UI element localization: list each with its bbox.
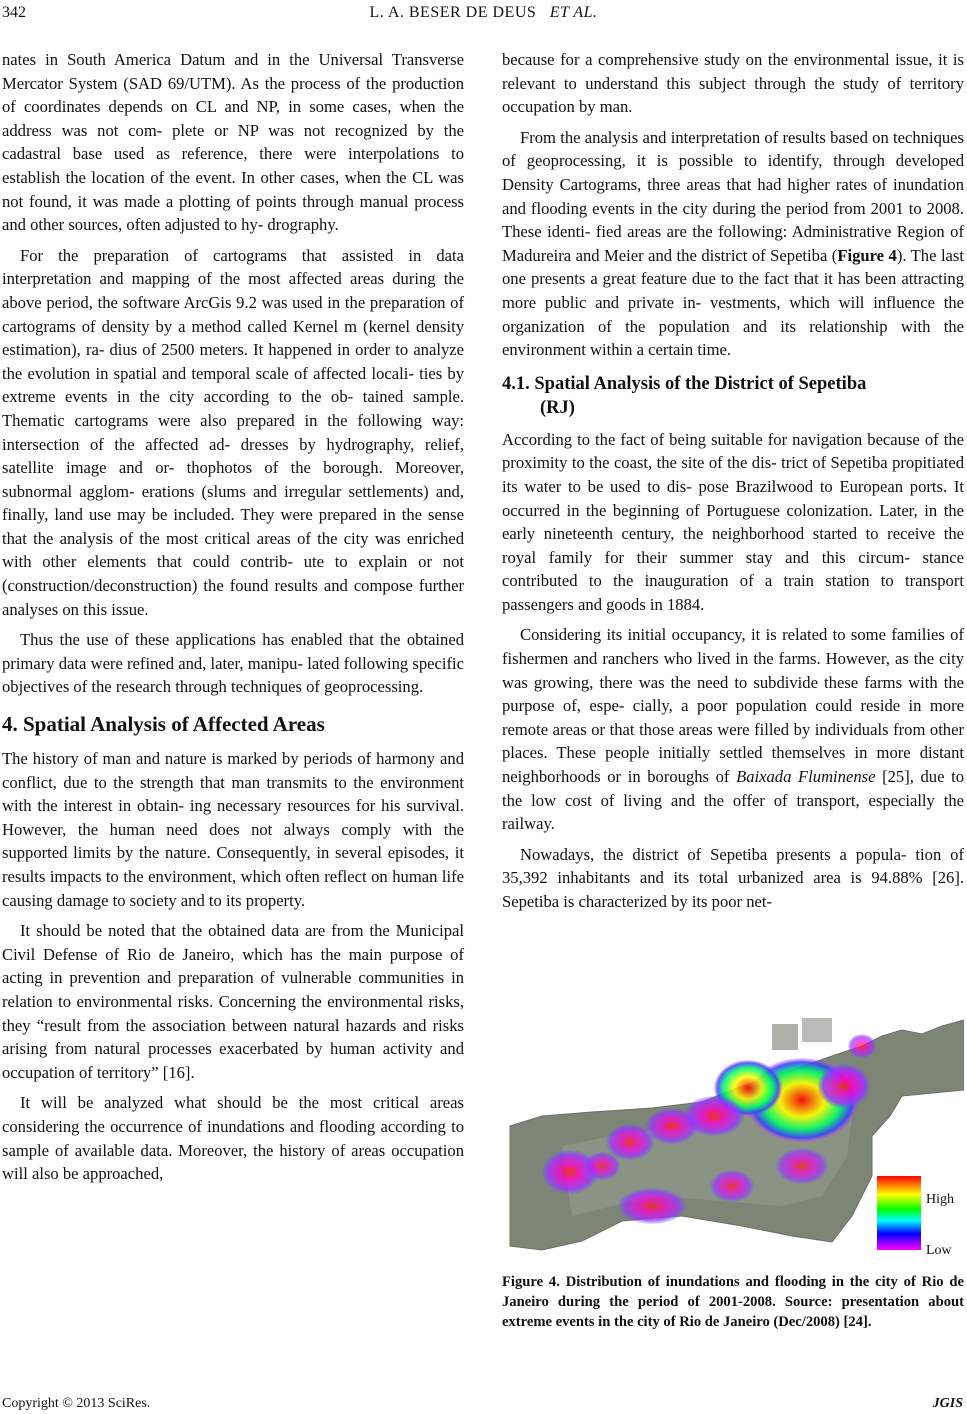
- paragraph: The history of man and nature is marked by periods of harmony and conflict, due to the strength that man transmits to the environment with the interest in obtain- ing necessary resources for his survival. However, the human need does not always comply with the supported limits by the nature. Consequently, in several episodes, it results impacts to the environment, which often reflect on human life causing damage to society and to its property.: [2, 749, 464, 910]
- subsection-heading-line1: 4.1. Spatial Analysis of the District of Sepetiba: [502, 373, 867, 394]
- running-head-authors: L. A. BESER DE DEUS: [369, 4, 537, 21]
- density-map: [502, 1016, 964, 1256]
- running-head: [0, 4, 967, 22]
- paragraph: Nowadays, the district of Sepetiba presents a popula- tion of 35,392 inhabitants and its total urbanized area is 94.88% [26]. Sepetiba is characterized by its poor net-: [502, 844, 964, 911]
- figure-caption: Figure 4. Distribution of inundations and flooding in the city of Rio de Janeiro during the period of 2001-2008. Source: presentation about extreme events in the city of Rio de Janeiro (Dec/2008) [24].: [502, 1274, 964, 1330]
- paragraph: According to the fact of being suitable for navigation because of the proximity to the coast, the site of the dis- trict of Sepetiba propitiated its water to be used to dis- pose Brazilwood to European ports. It occurred in the beginning of Portuguese colonization. Later, in the early nineteenth century, the neighborhood started to receive the royal family for their summer stay and this circum- stance contributed to the inauguration of a train station to transport passengers and goods in 1884.: [502, 429, 964, 614]
- copyright-notice: Copyright © 2013 SciRes.: [2, 1396, 151, 1411]
- legend-low-label: Low: [926, 1243, 952, 1256]
- section-heading: 4. Spatial Analysis of Affected Areas: [2, 712, 325, 737]
- paragraph-text: Considering its initial occupancy, it is related to some families of fishermen and ranchers who lived in the farms. However, as the city was growing, there was the need to subdivide these farms with the purpose of, espe- cially, a poor population could reside in more remote areas or that those areas were filled by individuals from other places. These people initially settled themselves in more distant neighborhoods or in boroughs of: [502, 625, 964, 787]
- journal-name: JGIS: [932, 1396, 963, 1411]
- paragraph: It should be noted that the obtained data are from the Municipal Civil Defense of Rio de Janeiro, which has the main purpose of acting in prevention and preparation of vulnerable communities in relation to environmental risks. Concerning the environmental risks, they “result from the association between natural hazards and risks arising from natural processes exacerbated by human activity and occupation of territory” [16].: [2, 921, 464, 1082]
- paragraph-text: [25], due to the low cost of living and the offer of transport, especially the railway.: [502, 767, 964, 834]
- figure-reference[interactable]: Figure 4: [837, 245, 897, 265]
- paragraph-text: ). The last one presents a great feature due to the fact that it has been attracting more public and private in- vestments, which will influence the organization of the population and its relationship with the environment within a certain time.: [502, 245, 964, 360]
- page-header: [0, 0, 967, 36]
- legend-colorbar: [877, 1176, 921, 1250]
- paragraph: because for a comprehensive study on the environmental issue, it is relevant to understand this subject through the study of territory occupation by man.: [502, 50, 964, 117]
- paragraph: [502, 623, 964, 835]
- paragraph: nates in South America Datum and in the Universal Transverse Mercator System (SAD 69/UTM). As the process of the production of coordinates depends on CL and NP, in some cases, when the address was not com- plete or NP was not recognized by the cadastral base used as reference, there were interpolations to establish the location of the event. In other cases, when the CL was not found, it was made a plotting of points through manual process and other sources, often adjusted to hy- drography.: [2, 50, 464, 235]
- left-column: [2, 48, 464, 1193]
- page-footer: [0, 1396, 967, 1414]
- paragraph: Thus the use of these applications has enabled that the obtained primary data were refined and, later, manipu- lated following specific objectives of the research through techniques of geoprocessing.: [2, 630, 464, 697]
- legend-high-label: High: [926, 1192, 954, 1207]
- paragraph: [502, 126, 964, 362]
- paragraph-text: From the analysis and interpretation of results based on techniques of geoprocessing, it is possible to identify, through developed Density Cartograms, three areas that had higher rates of inundation and flooding events in the city during the period from 2001 to 2008. These identi- fied areas are the following: Administrative Region of Madureira and Meier and the district of Sepetiba (: [502, 127, 964, 265]
- right-column: [502, 48, 964, 921]
- subsection-heading-line2: (RJ): [540, 397, 575, 418]
- paragraph: For the preparation of cartograms that assisted in data interpretation and mapping of the most affected areas during the above period, the software ArcGis 9.2 was used in the preparation of cartograms of density by a method called Kernel m (kernel density estimation), ra- dius of 2500 meters. It happened in order to analyze the evolution in spatial and temporal scale of affected locali- ties by extreme events in the city according to the ob- tained sample. Thematic cartograms were also prepared in the following way: intersection of the affected ad- dresses by hydrography, relief, satellite image and or- thophotos of the borough. Moreover, subnormal agglom- erations (slums and irregular settlements) and, finally, land use may be included. They were prepared in the sense that the analysis of the most critical areas of the city was enriched with other elements that could contrib- ute to explain or not (construction/deconstruction) the found results and compose further analyses on this issue.: [2, 245, 464, 619]
- place-name: Baixada Fluminense: [736, 767, 876, 787]
- subsection-heading: [502, 372, 964, 420]
- density-map-figure: [502, 1016, 964, 1256]
- page-number: 342: [2, 4, 26, 21]
- paragraph: It will be analyzed what should be the most critical areas considering the occurrence of inundations and flooding according to sample of available data. Moreover, the history of areas occupation will also be approached,: [2, 1093, 464, 1184]
- running-head-etal: ET AL.: [549, 4, 598, 21]
